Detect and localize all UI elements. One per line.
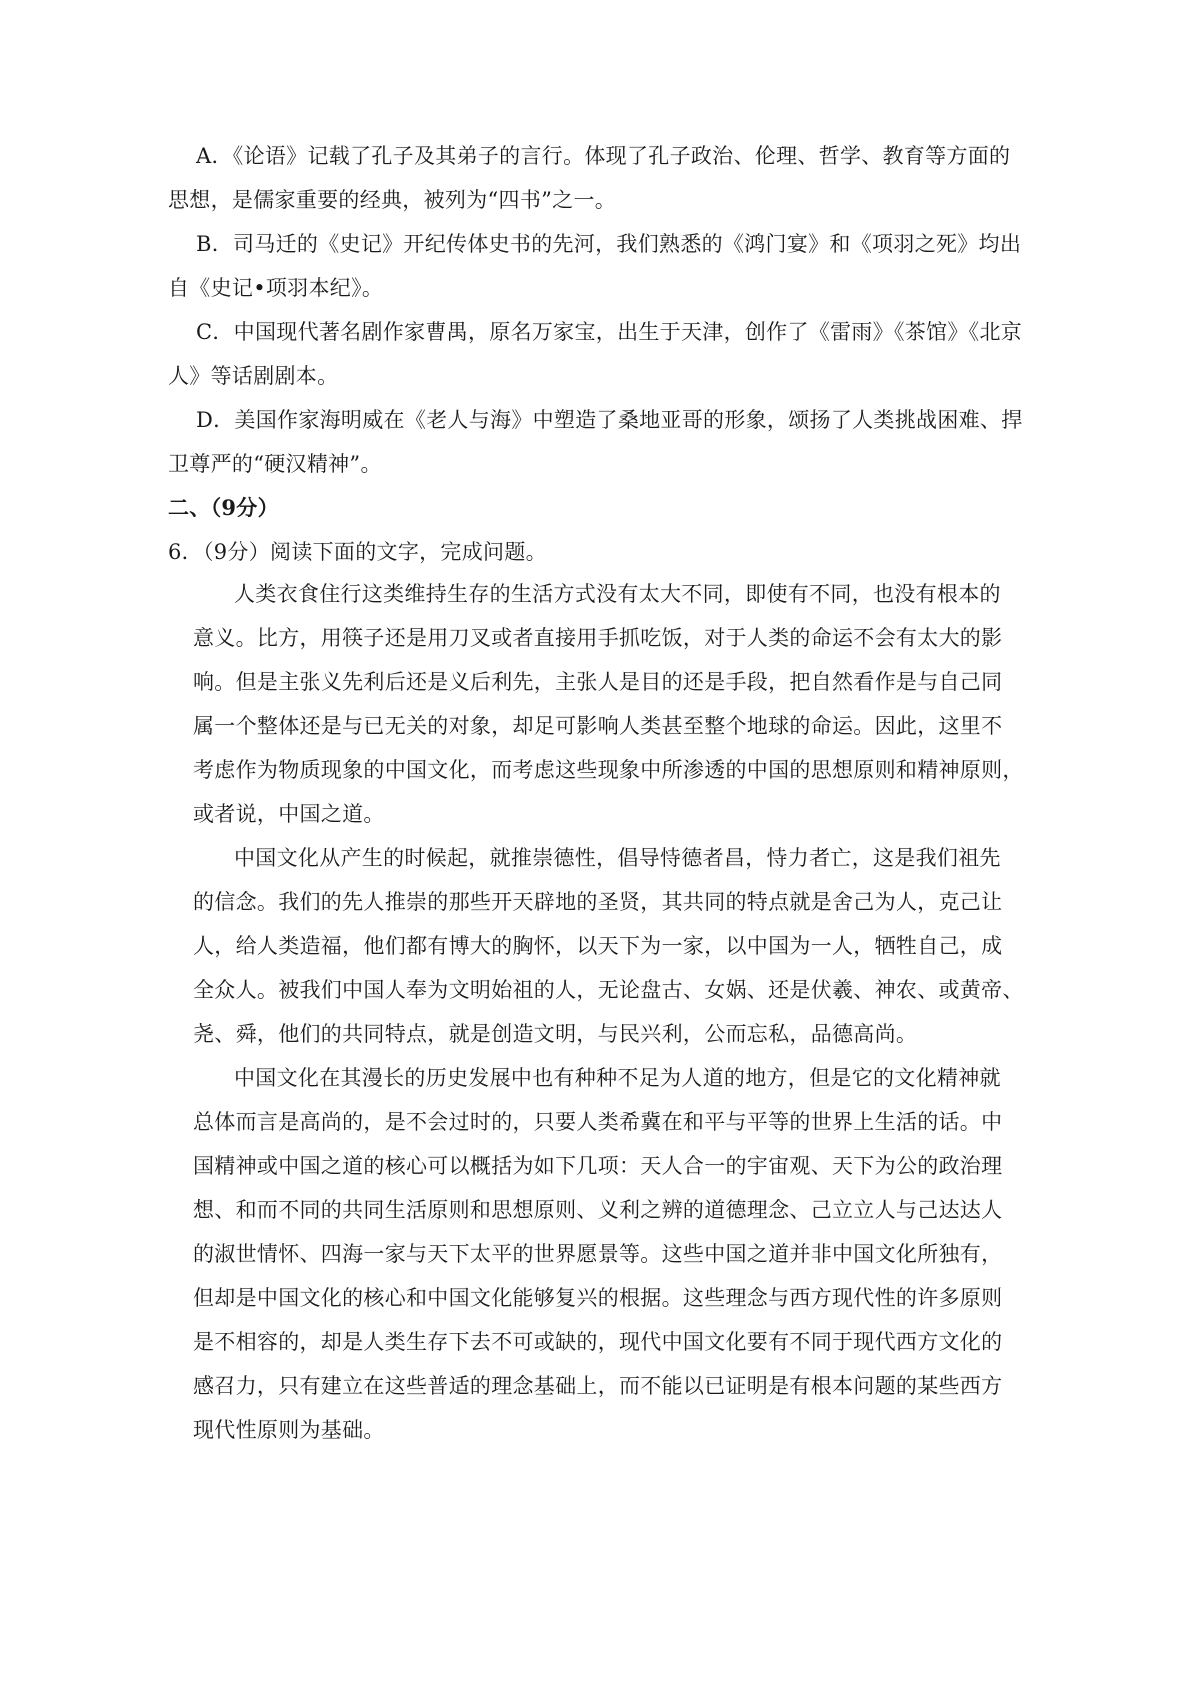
passage-p3-line-3: 国精神或中国之道的核心可以概括为如下几项：天人合一的宇宙观、天下为公的政治理 (193, 1154, 1003, 1178)
section-heading: 二、（9分） (168, 495, 279, 520)
passage-p1-line-2: 意义。比方，用筷子还是用刀叉或者直接用手抓吃饭，对于人类的命运不会有太大的影 (193, 626, 1003, 650)
option-c-line-2: 人》等话剧剧本。 (168, 364, 339, 388)
passage-p1-line-6: 或者说，中国之道。 (193, 802, 385, 826)
passage-p1-line-1: 人类衣食住行这类维持生存的生活方式没有太大不同，即使有不同，也没有根本的 (234, 582, 1001, 606)
passage-p1-line-5: 考虑作为物质现象的中国文化，而考虑这些现象中所渗透的中国的思想原则和精神原则， (193, 758, 1024, 782)
option-d-line-2: 卫尊严的“硬汉精神”。 (168, 452, 382, 476)
passage-p3-line-6: 但却是中国文化的核心和中国文化能够复兴的根据。这些理念与西方现代性的许多原则 (193, 1286, 1003, 1310)
passage-p2-line-2: 的信念。我们的先人推崇的那些开天辟地的圣贤，其共同的特点就是舍己为人，克己让 (193, 890, 1003, 914)
passage-p2-line-3: 人，给人类造福，他们都有博大的胸怀，以天下为一家，以中国为一人，牺牲自己，成 (193, 934, 1003, 958)
passage-p3-line-7: 是不相容的，却是人类生存下去不可或缺的，现代中国文化要有不同于现代西方文化的 (193, 1330, 1003, 1354)
passage-p3-line-4: 想、和而不同的共同生活原则和思想原则、义利之辨的道德理念、己立立人与己达达人 (193, 1198, 1003, 1222)
passage-p3-line-1: 中国文化在其漫长的历史发展中也有种种不足为人道的地方，但是它的文化精神就 (234, 1066, 1001, 1090)
passage-p1-line-4: 属一个整体还是与已无关的对象，却足可影响人类甚至整个地球的命运。因此，这里不 (193, 714, 1003, 738)
question-6-prompt: 6．（9分）阅读下面的文字，完成问题。 (168, 540, 547, 564)
option-c-line-1: C．中国现代著名剧作家曹禺，原名万家宝，出生于天津，创作了《雷雨》《茶馆》《北京 (196, 320, 1023, 344)
option-a-line-2: 思想，是儒家重要的经典，被列为“四书”之一。 (168, 188, 617, 212)
passage-p2-line-4: 全众人。被我们中国人奉为文明始祖的人，无论盘古、女娲、还是伏羲、神农、或黄帝、 (193, 978, 1024, 1002)
passage-p1-line-3: 响。但是主张义先利后还是义后利先，主张人是目的还是手段，把自然看作是与自己同 (193, 670, 1003, 694)
option-d-line-1: D．美国作家海明威在《老人与海》中塑造了桑地亚哥的形象，颂扬了人类挑战困难、捍 (196, 408, 1023, 432)
option-b-line-2: 自《史记•项羽本纪》。 (168, 276, 384, 300)
passage-p3-line-8: 感召力，只有建立在这些普适的理念基础上，而不能以已证明是有根本问题的某些西方 (193, 1374, 1003, 1398)
passage-p3-line-2: 总体而言是高尚的，是不会过时的，只要人类希冀在和平与平等的世界上生活的话。中 (193, 1110, 1003, 1134)
passage-p3-line-5: 的淑世情怀、四海一家与天下太平的世界愿景等。这些中国之道并非中国文化所独有， (193, 1242, 1003, 1266)
passage-p2-line-1: 中国文化从产生的时候起，就推崇德性，倡导恃德者昌，恃力者亡，这是我们祖先 (234, 846, 1001, 870)
option-a-line-1: A．《论语》记载了孔子及其弟子的言行。体现了孔子政治、伦理、哲学、教育等方面的 (196, 144, 1011, 168)
passage-p3-line-9: 现代性原则为基础。 (193, 1418, 385, 1442)
passage-p2-line-5: 尧、舜，他们的共同特点，就是创造文明，与民兴利，公而忘私，品德高尚。 (193, 1022, 918, 1046)
option-b-line-1: B．司马迁的《史记》开纪传体史书的先河，我们熟悉的《鸿门宴》和《项羽之死》均出 (196, 232, 1022, 256)
